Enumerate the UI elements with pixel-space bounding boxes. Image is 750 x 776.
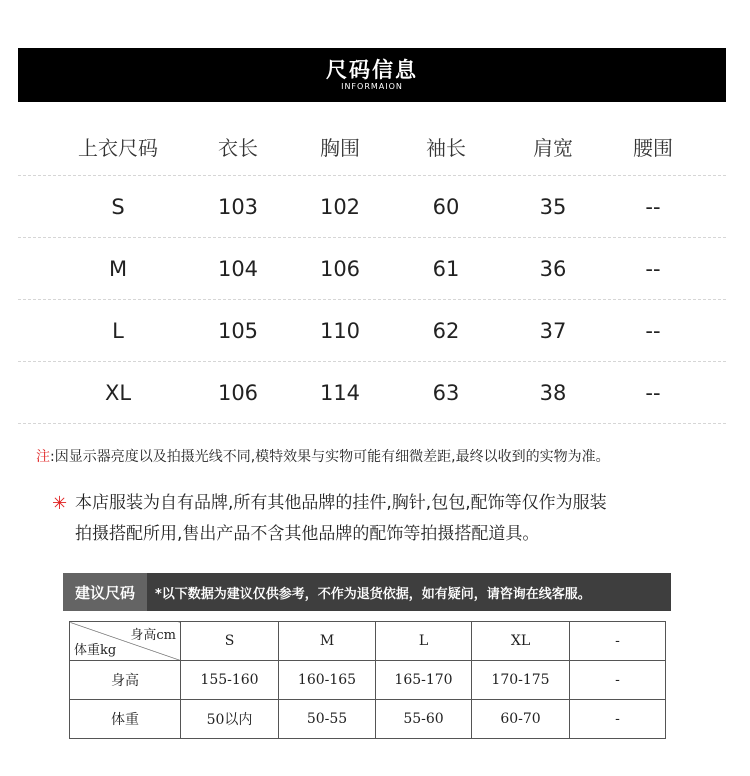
- table-row: [70, 661, 666, 700]
- table-cell: L: [376, 622, 472, 661]
- table-cell: 104: [217, 256, 259, 281]
- table-cell: --: [645, 256, 661, 281]
- table-row: [18, 238, 726, 300]
- section-banner: [18, 48, 726, 102]
- table-cell: 102: [319, 194, 361, 219]
- table-cell: 50以内: [181, 700, 279, 739]
- table-cell: 106: [217, 380, 259, 405]
- table-cell: S: [181, 622, 279, 661]
- header-cell: 上衣尺码: [78, 136, 158, 160]
- row-label: 体重: [70, 700, 181, 739]
- table-cell: 106: [319, 256, 361, 281]
- header-cell: 衣长: [218, 136, 258, 160]
- recommend-header-bar: [63, 573, 671, 611]
- table-cell: XL: [104, 380, 132, 405]
- size-table: [18, 118, 726, 424]
- asterisk-icon: ✳: [52, 493, 68, 514]
- table-cell: L: [112, 318, 124, 343]
- table-cell: 110: [319, 318, 361, 343]
- note-prefix: 注: [36, 449, 50, 465]
- table-row: [18, 176, 726, 238]
- recommend-table: [69, 621, 666, 739]
- table-cell: --: [645, 318, 661, 343]
- table-cell: 37: [539, 318, 567, 343]
- table-cell: 55-60: [376, 700, 472, 739]
- table-cell: 165-170: [376, 661, 472, 700]
- recommend-disclaimer: *以下数据为建议仅供参考，不作为退货依据，如有疑问，请咨询在线客服。: [155, 586, 591, 602]
- table-cell: 35: [539, 194, 567, 219]
- table-cell: S: [111, 194, 125, 219]
- table-cell: -: [570, 661, 666, 700]
- note-text: :因显示器亮度以及拍摄光线不同,模特效果与实物可能有细微差距,最终以收到的实物为准。: [50, 449, 610, 465]
- table-cell: 105: [217, 318, 259, 343]
- header-cell: 腰围: [633, 136, 673, 160]
- table-cell: -: [570, 700, 666, 739]
- corner-height-label: 身高cm: [130, 628, 176, 643]
- table-cell: 114: [319, 380, 361, 405]
- table-cell: 61: [432, 256, 460, 281]
- table-cell: --: [645, 194, 661, 219]
- table-cell: --: [645, 380, 661, 405]
- table-cell: 36: [539, 256, 567, 281]
- table-cell: 60-70: [472, 700, 570, 739]
- table-cell: -: [570, 622, 666, 661]
- header-cell: 肩宽: [533, 136, 573, 160]
- display-disclaimer: [36, 446, 610, 466]
- table-row: [70, 622, 666, 661]
- banner-subtitle: INFORMAION: [341, 82, 403, 91]
- table-cell: 63: [432, 380, 460, 405]
- table-row: [70, 700, 666, 739]
- table-cell: 38: [539, 380, 567, 405]
- table-row: [18, 300, 726, 362]
- banner-title: 尺码信息: [326, 58, 418, 82]
- table-cell: 155-160: [181, 661, 279, 700]
- corner-weight-label: 体重kg: [74, 643, 117, 658]
- table-cell: XL: [472, 622, 570, 661]
- row-label: 身高: [70, 661, 181, 700]
- table-cell: 60: [432, 194, 460, 219]
- header-cell: 袖长: [426, 136, 466, 160]
- table-cell: 103: [217, 194, 259, 219]
- store-note-line: 拍摄搭配所用,售出产品不含其他品牌的配饰等拍摄搭配道具。: [75, 524, 540, 544]
- store-note-line: 本店服装为自有品牌,所有其他品牌的挂件,胸针,包包,配饰等仅作为服装: [75, 493, 607, 513]
- table-cell: 50-55: [279, 700, 376, 739]
- table-cell: 160-165: [279, 661, 376, 700]
- table-cell: 170-175: [472, 661, 570, 700]
- table-row: [18, 362, 726, 424]
- store-brand-note: [52, 488, 732, 550]
- table-cell: M: [279, 622, 376, 661]
- recommend-tag: 建议尺码: [63, 573, 147, 611]
- corner-cell: [70, 622, 181, 661]
- header-cell: 胸围: [320, 136, 360, 160]
- table-cell: 62: [432, 318, 460, 343]
- size-table-header: [18, 118, 726, 176]
- table-cell: M: [108, 256, 128, 281]
